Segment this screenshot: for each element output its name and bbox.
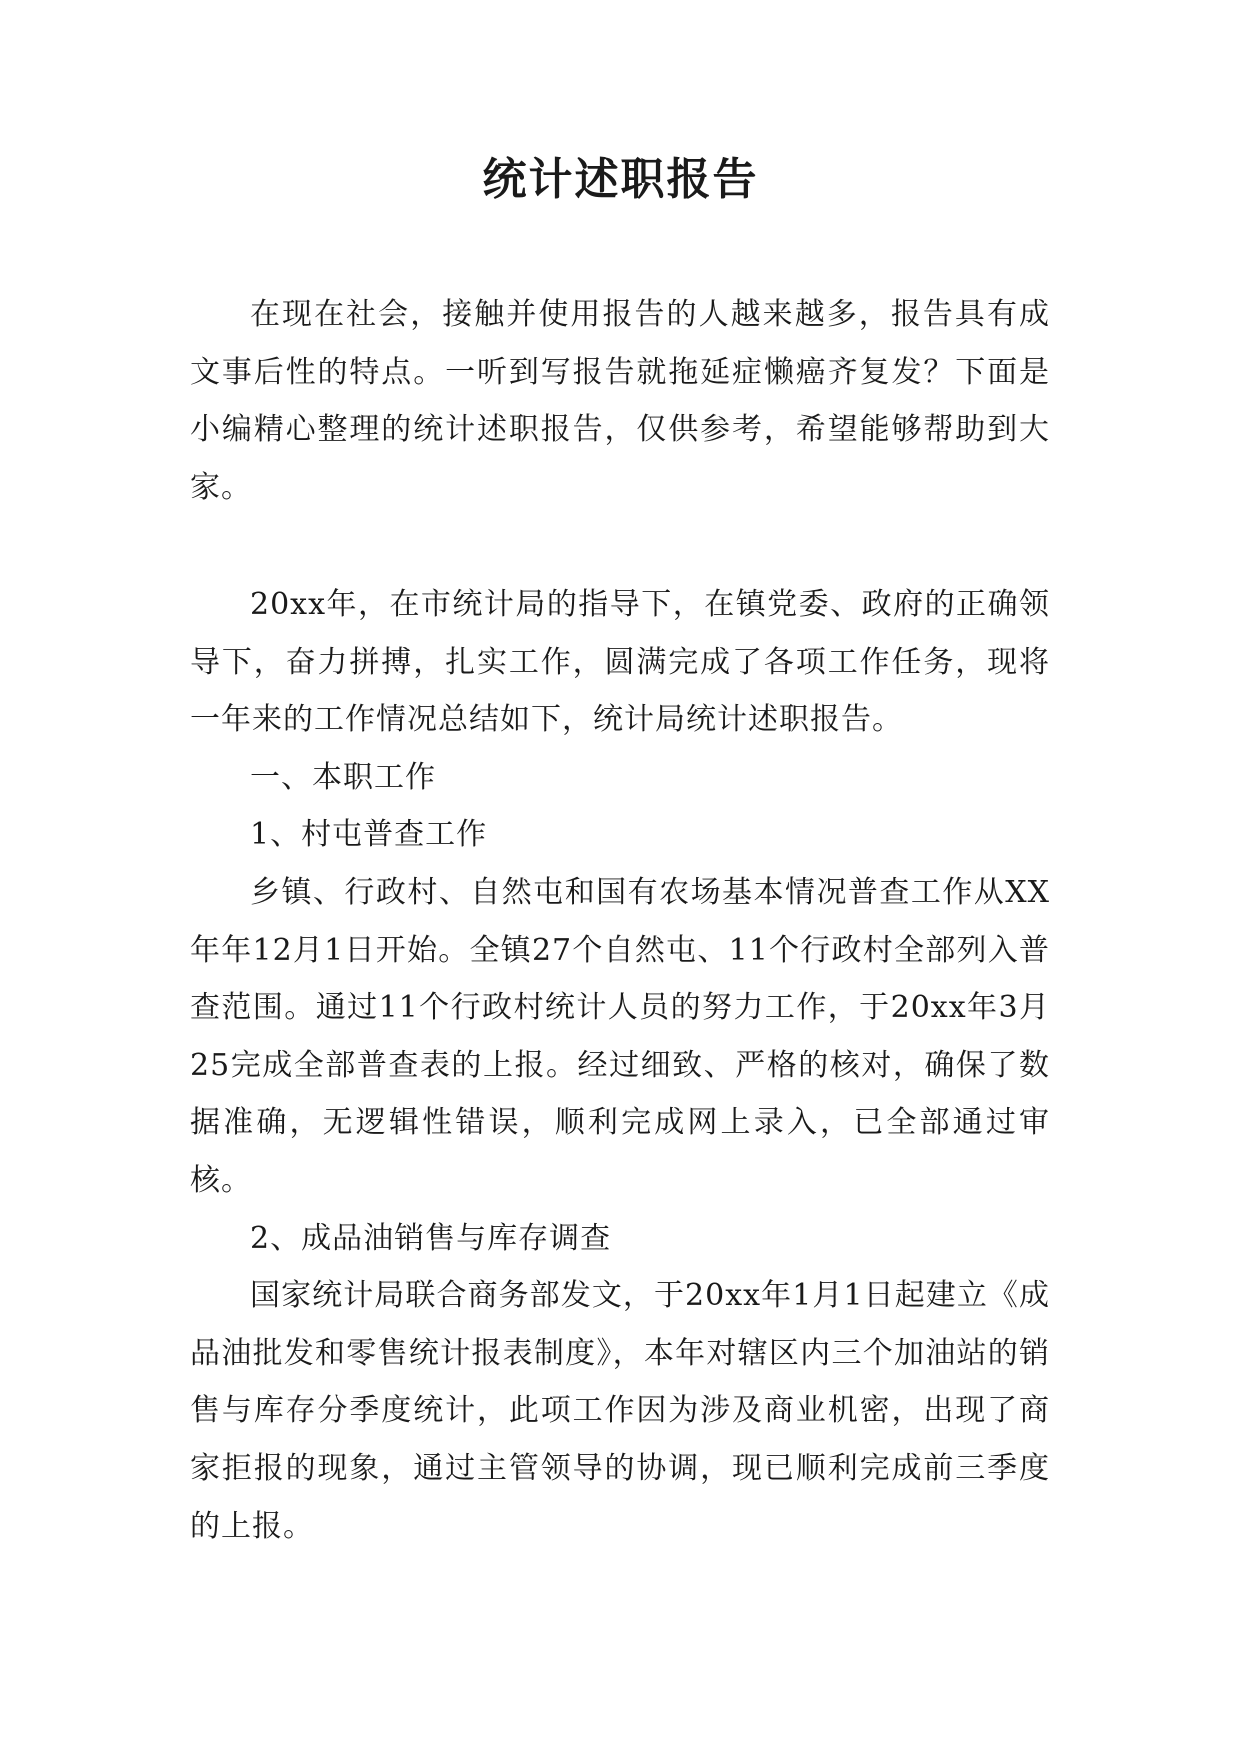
intro-section xyxy=(190,286,1050,516)
report-body xyxy=(190,576,1050,1555)
intro-paragraph: 在现在社会，接触并使用报告的人越来越多，报告具有成文事后性的特点。一听到写报告就拖延症懒癌齐复发？下面是小编精心整理的统计述职报告，仅供参考，希望能够帮助到大家。 xyxy=(190,297,1050,505)
heading-subsection-1: 1、村屯普查工作 xyxy=(250,817,488,853)
heading-section-1: 一、本职工作 xyxy=(250,759,436,795)
document-title: 统计述职报告 xyxy=(482,154,759,205)
paragraph-census: 乡镇、行政村、自然屯和国有农场基本情况普查工作从XX年年12月1日开始。全镇27个自然屯、11个行政村全部列入普查范围。通过11个行政村统计人员的努力工作，于20xx年3月25完成全部普查表的上报。经过细致、严格的核对，确保了数据准确，无逻辑性错误，顺利完成网上录入，已全部通过审核。 xyxy=(190,874,1050,1198)
heading-subsection-2: 2、成品油销售与库存调查 xyxy=(250,1220,612,1256)
paragraph-oil-survey: 国家统计局联合商务部发文，于20xx年1月1日起建立《成品油批发和零售统计报表制度》，本年对辖区内三个加油站的销售与库存分季度统计，此项工作因为涉及商业机密，出现了商家拒报的现象，通过主管领导的协调，现已顺利完成前三季度的上报。 xyxy=(190,1278,1050,1544)
paragraph-summary: 20xx年，在市统计局的指导下，在镇党委、政府的正确领导下，奋力拼搏，扎实工作，圆满完成了各项工作任务，现将一年来的工作情况总结如下，统计局统计述职报告。 xyxy=(190,587,1050,738)
